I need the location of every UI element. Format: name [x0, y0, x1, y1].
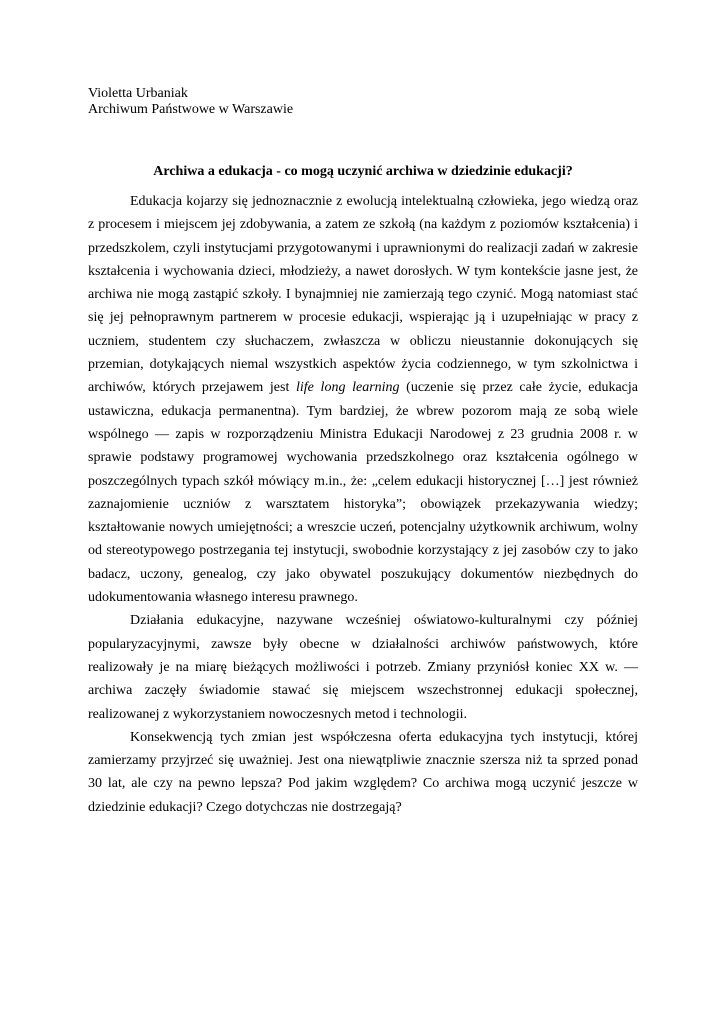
paragraph-3: Konsekwencją tych zmian jest współczesna oferta edukacyjna tych instytucji, której zamierzamy przyjrzeć się uważniej. Jest ona niewątpliwie znacznie szersza niż ta sprzed ponad 30 lat, ale czy na pewno lepsza? Pod jakim względem? Co archiwa mogą uczynić jeszcze w dziedzinie edukacji? Czego dotychczas nie dostrzegają?	[88, 729, 638, 815]
author-block	[88, 86, 638, 118]
document-title: Archiwa a edukacja - co mogą uczynić archiwa w dziedzinie edukacji?	[153, 164, 573, 179]
document-page	[88, 86, 638, 819]
paragraph-1	[88, 190, 638, 609]
author-name: Violetta Urbaniak	[88, 86, 188, 101]
author-institution: Archiwum Państwowe w Warszawie	[88, 102, 294, 117]
paragraph-1-text-start: Edukacja kojarzy się jednoznacznie z ewolucją intelektualną człowieka, jego wiedzą oraz z procesem i miejscem jej zdobywania, a zatem ze szkołą (na każdym z poziomów kształcenia) i przedszkolem, czyli instytucjami przygotowanymi i uprawnionymi do realizacji zadań w zakresie kształcenia i wychowania dzieci, młodzieży, a nawet dorosłych. W tym kontekście jasne jest, że archiwa nie mogą zastąpić szkoły. I bynajmniej nie zamierzają tego czynić. Mogą natomiast stać się jej pełnoprawnym partnerem w procesie edukacji, wspierając ją i uzupełniając w pracy z uczniem, studentem czy słuchaczem, zwłaszcza w obliczu nieustannie dokonujących się przemian, dotykających niemal wszystkich aspektów życia codziennego, w tym szkolnictwa i archiwów, których przejawem jest	[88, 194, 638, 396]
paragraph-1-italic-term: life long learning	[296, 380, 400, 396]
paragraph-1-text-end: (uczenie się przez całe życie, edukacja ustawiczna, edukacja permanentna). Tym bardziej, że wbrew pozorom mają ze sobą wiele wspólnego — zapis w rozporządzeniu Ministra Edukacji Narodowej z 23 grudnia 2008 r. w sprawie podstawy programowej wychowania przedszkolnego oraz kształcenia ogólnego w poszczególnych typach szkół mówiący m.in., że: „celem edukacji historycznej […] jest również zaznajomienie uczniów z warsztatem historyka”; obowiązek przekazywania wiedzy; kształtowanie nowych umiejętności; a wreszcie uczeń, potencjalny użytkownik archiwum, wolny od stereotypowego postrzegania tej instytucji, swobodnie korzystający z jej zasobów czy to jako badacz, uczony, genealog, czy jako obywatel poszukujący dokumentów niezbędnych do udokumentowania własnego interesu prawnego.	[88, 380, 639, 606]
paragraph-2: Działania edukacyjne, nazywane wcześniej oświatowo-kulturalnymi czy później popularyzacyjnymi, zawsze były obecne w działalności archiwów państwowych, które realizowały je na miarę bieżących możliwości i potrzeb. Zmiany przyniósł koniec XX w. — archiwa zaczęły świadomie stawać się miejscem wszechstronnej edukacji społecznej, realizowanej z wykorzystaniem nowoczesnych metod i technologii.	[88, 613, 638, 722]
